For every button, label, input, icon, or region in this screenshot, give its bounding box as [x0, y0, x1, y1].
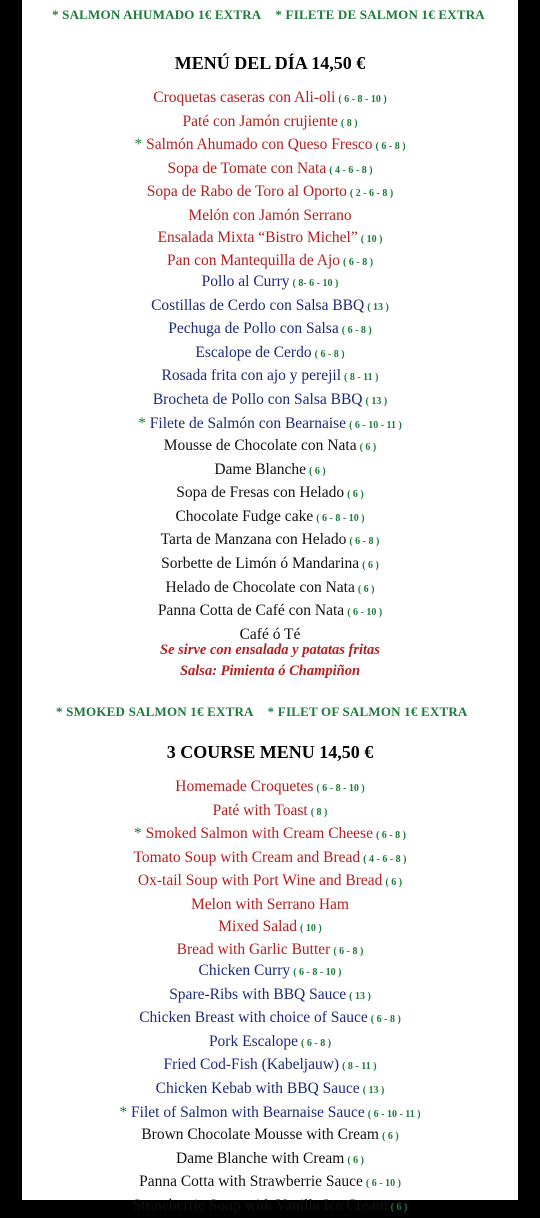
- menu-item-name: Sorbette de Limón ó Mandarina: [161, 554, 360, 572]
- allergen-codes: ( 6 ): [362, 559, 379, 571]
- extra-charge-mark: *: [134, 825, 142, 843]
- notice-line-english: [56, 703, 468, 721]
- menu-item-name: Chicken Breast with choice of Sauce: [139, 1009, 368, 1027]
- menu-item: [22, 553, 518, 577]
- allergen-codes: ( 6 ): [347, 489, 364, 501]
- menu-item: [22, 271, 518, 295]
- menu-item: [22, 134, 518, 158]
- menu-item-name: Chocolate Fudge cake: [175, 507, 314, 525]
- menu-item: [22, 1171, 518, 1195]
- menu-item-name: Paté con Jamón crujiente: [182, 112, 338, 130]
- smoked-salmon-extra-notice: * SALMON AHUMADO 1€ EXTRA: [52, 7, 262, 22]
- menu-item-name: Sopa de Fresas con Helado: [176, 484, 345, 502]
- menu-item-name: Croquetas caseras con Ali-oli: [153, 89, 336, 106]
- menu-item: [22, 1195, 518, 1218]
- allergen-codes: ( 6 - 8 ): [349, 536, 380, 548]
- allergen-codes: ( 4 - 6 - 8 ): [363, 853, 407, 865]
- mains-list-spanish: [22, 271, 518, 436]
- allergen-codes: ( 2 - 6 - 8 ): [349, 188, 394, 200]
- allergen-codes: ( 6 - 10 - 11 ): [349, 419, 402, 431]
- menu-item: [22, 577, 518, 601]
- menu-item: [22, 459, 518, 483]
- menu-item: [22, 435, 518, 459]
- menu-item-name: Homemade Croquetes: [175, 778, 314, 795]
- menu-item-name: Ox-tail Soup with Port Wine and Bread: [137, 872, 383, 890]
- menu-item-name: Filet of Salmon with Bearnaise Sauce: [131, 1103, 365, 1121]
- menu-item-name: Pan con Mantequilla de Ajo: [166, 252, 341, 270]
- menu-item-name: Mousse de Chocolate con Nata: [163, 437, 357, 454]
- extra-charge-mark: *: [138, 414, 146, 432]
- menu-item-name: Dame Blanche: [214, 460, 306, 478]
- menu-item: [22, 1124, 518, 1148]
- allergen-codes: ( 10 ): [360, 233, 383, 245]
- menu-item: [22, 529, 518, 553]
- menu-item-name: Chicken Kebab with BBQ Sauce: [155, 1079, 360, 1097]
- menu-item-name: Spare-Ribs with BBQ Sauce: [169, 985, 347, 1003]
- allergen-codes: ( 6 - 8 ): [314, 348, 345, 360]
- allergen-codes: ( 6 - 8 ): [375, 141, 406, 153]
- menu-item-name: Costillas de Cerdo con Salsa BBQ: [151, 296, 365, 314]
- allergen-codes: ( 6 ): [347, 1154, 364, 1166]
- allergen-codes: ( 6 - 8 ): [375, 830, 406, 842]
- menu-item: [22, 916, 518, 940]
- menu-item: [22, 365, 518, 389]
- allergen-codes: ( 10 ): [300, 922, 322, 934]
- menu-page: [22, 0, 518, 1214]
- salmon-filet-extra-notice: * FILETE DE SALMON 1€ EXTRA: [275, 7, 485, 22]
- menu-item-name: Dame Blanche with Cream: [176, 1149, 345, 1167]
- menu-item-name: Salmón Ahumado con Queso Fresco: [146, 136, 373, 154]
- menu-item: [22, 984, 518, 1008]
- menu-item-name: Escalope de Cerdo: [195, 343, 312, 361]
- allergen-codes: ( 4 - 6 - 8 ): [329, 164, 373, 176]
- allergen-codes: ( 13 ): [365, 395, 388, 407]
- allergen-codes: ( 6 - 8 - 10 ): [338, 94, 387, 105]
- allergen-codes: ( 6 - 8 - 10 ): [316, 512, 365, 524]
- menu-item-name: Brown Chocolate Mousse with Cream: [141, 1126, 379, 1143]
- allergen-codes: ( 13 ): [362, 1084, 385, 1096]
- allergen-codes: ( 6 - 8 - 10 ): [316, 783, 365, 794]
- menu-item: [22, 1007, 518, 1031]
- menu-item-name: Fried Cod-Fish (Kabeljauw): [163, 1056, 340, 1074]
- allergen-codes: ( 6 - 10 - 11 ): [367, 1108, 421, 1120]
- menu-item: [22, 158, 518, 182]
- allergen-codes: ( 13 ): [367, 301, 389, 313]
- menu-item: [22, 1148, 518, 1172]
- desserts-list-spanish: [22, 435, 518, 645]
- menu-item-name: Sopa de Tomate con Nata: [167, 159, 327, 177]
- menu-item-name: Tarta de Manzana con Helado: [160, 531, 347, 549]
- smoked-salmon-extra-notice-en: * SMOKED SALMON 1€ EXTRA: [56, 704, 254, 719]
- menu-item: [22, 111, 518, 135]
- allergen-codes: ( 6 - 8 ): [343, 257, 374, 269]
- menu-item: [22, 389, 518, 413]
- menu-item-name: Pollo al Curry: [201, 273, 290, 290]
- menu-item-name: Melón con Jamón Serrano: [188, 206, 352, 224]
- starters-list-spanish: [22, 87, 518, 274]
- menu-item: [22, 776, 518, 800]
- menu-item-name: Filete de Salmón con Bearnaise: [149, 414, 347, 432]
- starters-list-english: [22, 776, 518, 963]
- menu-item: [22, 413, 518, 437]
- menu-item-name: Smoked Salmon with Cream Cheese: [145, 825, 373, 843]
- menu-item-name: Paté with Toast: [212, 801, 308, 819]
- allergen-codes: ( 6 ): [390, 1201, 408, 1213]
- menu-item-name: Panna Cotta with Strawberrie Sauce: [139, 1173, 363, 1191]
- menu-item: [22, 342, 518, 366]
- mains-list-english: [22, 960, 518, 1125]
- menu-item: [22, 295, 518, 319]
- menu-item: [22, 960, 518, 984]
- allergen-codes: ( 13 ): [349, 990, 371, 1002]
- sauce-note: Salsa: Pimienta ó Champiñon: [179, 663, 361, 679]
- allergen-codes: ( 6 ): [357, 583, 375, 595]
- menu-item: [22, 600, 518, 624]
- allergen-codes: ( 8- 6 - 10 ): [292, 278, 339, 289]
- menu-item: [22, 823, 518, 847]
- menu-item-name: Mixed Salad: [218, 917, 298, 935]
- notice-line-spanish: [52, 6, 485, 24]
- menu-item: [22, 1078, 518, 1102]
- menu-item: [22, 506, 518, 530]
- menu-title-spanish: MENÚ DEL DÍA 14,50 €: [174, 53, 366, 73]
- menu-item-name: Panna Cotta de Café con Nata: [157, 602, 345, 620]
- menu-item: [22, 87, 518, 111]
- menu-item: [22, 1054, 518, 1078]
- allergen-codes: ( 6 - 8 ): [341, 325, 372, 337]
- menu-item-name: Strawberrie Soup with Vanilla Ice Cream: [132, 1196, 388, 1214]
- menu-item-name: Pechuga de Pollo con Salsa: [168, 320, 339, 338]
- allergen-codes: ( 6 - 10 ): [347, 607, 383, 619]
- allergen-codes: ( 6 ): [309, 465, 326, 477]
- allergen-codes: ( 6 - 8 - 10 ): [293, 967, 342, 978]
- allergen-codes: ( 6 - 10 ): [365, 1178, 401, 1190]
- salmon-filet-extra-notice-en: * FILET OF SALMON 1€ EXTRA: [267, 704, 468, 719]
- menu-item-name: Rosada frita con ajo y perejil: [161, 367, 342, 385]
- menu-item: [22, 894, 518, 916]
- side-dish-note: [22, 640, 518, 682]
- menu-item: [22, 1031, 518, 1055]
- menu-item-name: Brocheta de Pollo con Salsa BBQ: [152, 390, 363, 408]
- extra-charge-mark: *: [134, 136, 143, 154]
- allergen-codes: ( 6 - 8 ): [301, 1037, 332, 1049]
- menu-item-name: Pork Escalope: [208, 1032, 299, 1050]
- menu-item: [22, 227, 518, 251]
- allergen-codes: ( 6 - 8 ): [370, 1014, 401, 1026]
- menu-title-english: 3 COURSE MENU 14,50 €: [166, 742, 374, 762]
- menu-item: [22, 1102, 518, 1126]
- menu-item-name: Helado de Chocolate con Nata: [165, 578, 355, 596]
- menu-item: [22, 318, 518, 342]
- allergen-codes: ( 8 - 11 ): [344, 372, 379, 384]
- allergen-codes: ( 6 - 8 ): [333, 946, 364, 958]
- menu-item-name: Melon with Serrano Ham: [191, 895, 349, 913]
- allergen-codes: ( 8 - 11 ): [342, 1061, 377, 1073]
- menu-item-name: Sopa de Rabo de Toro al Oporto: [146, 183, 347, 201]
- extra-charge-mark: *: [119, 1103, 128, 1121]
- menu-item: [22, 205, 518, 227]
- menu-item-name: Ensalada Mixta “Bistro Michel”: [157, 228, 358, 246]
- menu-item-name: Chicken Curry: [198, 962, 291, 979]
- menu-item-name: Bread with Garlic Butter: [176, 941, 331, 959]
- menu-item-name: Café ó Té: [239, 625, 301, 643]
- allergen-codes: ( 8 ): [340, 117, 358, 129]
- menu-item: [22, 181, 518, 205]
- allergen-codes: ( 6 ): [385, 877, 403, 889]
- served-with-note: Se sirve con ensalada y patatas fritas: [160, 642, 380, 658]
- menu-item-name: Tomato Soup with Cream and Bread: [133, 848, 361, 866]
- menu-item: [22, 870, 518, 894]
- menu-item: [22, 800, 518, 824]
- allergen-codes: ( 8 ): [310, 806, 328, 818]
- menu-item: [22, 482, 518, 506]
- allergen-codes: ( 6 ): [359, 442, 377, 453]
- menu-item: [22, 847, 518, 871]
- allergen-codes: ( 6 ): [381, 1131, 399, 1142]
- desserts-list-english: [22, 1124, 518, 1218]
